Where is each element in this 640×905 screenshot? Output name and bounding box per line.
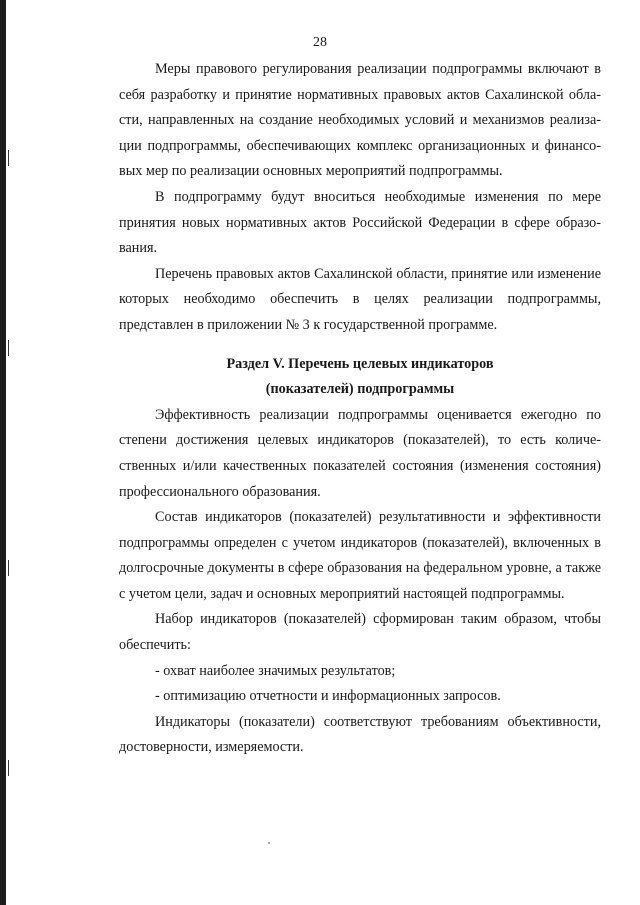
scan-tick-mark: [8, 760, 9, 776]
page-number: 28: [313, 35, 327, 50]
paragraph-indicator-composition: Состав индикаторов (показателей) результативности и эффективности подпрограммы определен с учетом индикаторов (показателей), включенных в долгосрочные документы в сфере образования на федеральном уровне, а также с учетом цели, задач и основных мероприятий настоящей подпрограммы.: [119, 509, 601, 602]
section-heading-line1: Раздел V. Перечень целевых индикаторов: [226, 355, 494, 372]
paragraph-effectiveness: Эффективность реализации подпрограммы оценивается ежегодно по степени достижения целевых индикаторов (показателей), то есть количественных и/или качественных показателей состояния (изменения состояния) профессионального образования.: [119, 406, 601, 500]
document-body: [119, 57, 601, 761]
scan-tick-mark: [8, 150, 9, 166]
scan-tick-mark: [8, 560, 9, 576]
bullet-item: - охват наиболее значимых результатов;: [155, 662, 396, 679]
scan-left-edge: [0, 0, 6, 905]
paragraph-legal-acts-list: Перечень правовых актов Сахалинской области, принятие или изменение которых необходимо обеспечить в целях реализации подпрограммы, представлен в приложении № 3 к государственной программе.: [119, 265, 601, 333]
paragraph-indicator-set: Набор индикаторов (показателей) сформирован таким образом, чтобы обеспечить:: [119, 611, 601, 654]
paragraph-legal-regulation: Меры правового регулирования реализации подпрограммы включают в себя разработку и принятие нормативных правовых актов Сахалинской области, направленных на создание необходимых условий и механизмов реализации подпрограммы, обеспечивающих комплекс организационных и финансовых мер по реализации основных мероприятий подпрограммы.: [119, 61, 601, 180]
bullet-item: - оптимизацию отчетности и информационных запросов.: [155, 688, 501, 705]
paragraph-changes: В подпрограмму будут вноситься необходимые изменения по мере принятия новых нормативных актов Российской Федерации в сфере образования.: [119, 188, 601, 257]
section-heading: [119, 352, 601, 403]
section-heading-line2: (показателей) подпрограммы: [265, 381, 455, 398]
paragraph-requirements: Индикаторы (показатели) соответствуют требованиям объективности, достоверности, измеряемости.: [119, 713, 601, 756]
scan-speck: [268, 842, 270, 844]
scan-tick-mark: [8, 340, 9, 356]
